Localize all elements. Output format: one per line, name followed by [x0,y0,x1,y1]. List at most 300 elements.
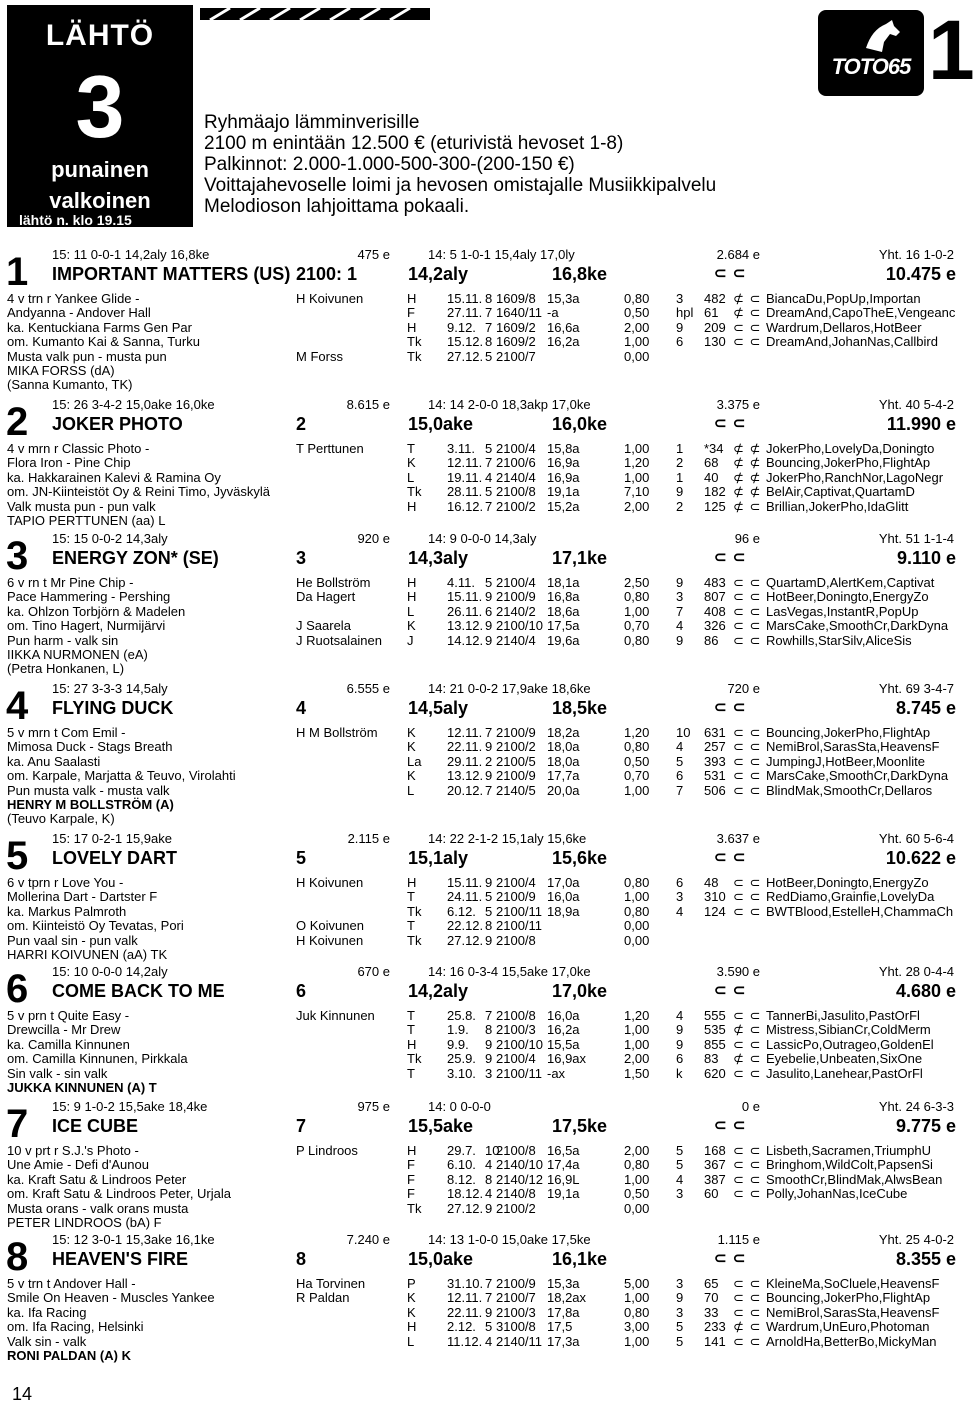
start-cell: 12.11. [447,1290,483,1306]
start-cell: 16,5a [547,1143,580,1158]
info-line: om. Karpale, Marjatta & Teuvo, Virolahti [7,768,236,784]
start-cell: ⊄ ⊂ [733,1051,762,1067]
record-auto: 15,5ake [408,1116,474,1136]
total-earnings: 10.622 e [885,848,956,868]
start-cell: H [407,498,417,514]
start-cell: ⊂ ⊂ [733,1143,762,1158]
start-cell: 16.12. [447,498,484,514]
start-cell: ⊄ ⊄ [733,469,762,485]
start-cell: ⊂ ⊂ [733,1333,762,1349]
info-line: ka. Anu Saalasti [7,753,101,769]
info-line: Pace Hammering - Pershing [7,589,171,605]
info-line: Andyanna - Andover Hall [7,305,151,321]
start-cell: 16,2a [547,334,580,350]
start-cell: 7 [485,498,493,514]
horse-number: 3 [6,534,29,578]
start-cell: 4 [485,1157,493,1173]
start-cell: Rowhills,StarSilv,AliceSis [766,632,912,648]
start-cell: 5 [485,575,493,590]
start-cell: 2140/2 [496,603,536,619]
start-cell: 1,20 [624,725,650,740]
start-cell: Wardrum,Dellaros,HotBeer [766,319,922,335]
start-cell: 7 [485,1008,493,1023]
info-line: Pun vaal sin - pun valk [7,932,138,948]
start-cell: ⊂ ⊂ [733,575,762,590]
start-cell: 5 [485,484,493,500]
start-cell: 555 [704,1008,726,1023]
start-cell: 0,00 [624,348,650,364]
start-cell: Tk [407,484,422,500]
start-cell: ⊂ ⊂ [733,782,762,798]
start-cell: 9 [485,739,493,755]
start-cell: 5 [485,903,493,919]
start-cell: K [407,725,416,740]
post-position: 6 [296,981,307,1001]
info-line: Mimosa Duck - Stags Breath [7,739,173,755]
career-total: Yht. 28 0-4-4 [878,964,954,979]
start-cell: 24.11. [447,889,483,905]
start-cell: 326 [704,618,726,634]
info-line: om. Ifa Racing, Helsinki [7,1319,144,1335]
start-cell: T [407,1022,415,1038]
start-row [0,321,960,335]
start-cell: BelAir,Captivat,QuartamD [766,484,915,500]
info-line: 6 v tprn r Love You - [7,875,124,890]
start-row [0,306,960,320]
start-cell: 16,9a [547,469,580,485]
start-cell: 9 [485,589,493,605]
start-cell: 10 [676,725,691,740]
info-line: TAPIO PERTTUNEN (aa) L [7,513,166,529]
start-cell: 19.11. [447,469,483,485]
horse-number: 4 [6,684,29,728]
start-cell: ⊂ ⊂ [733,632,762,648]
info-line: Musta orans - valk orans musta [7,1200,189,1216]
start-cell: 0,70 [624,618,650,634]
start-cell: 257 [704,739,726,755]
horse-entry [0,247,960,393]
start-cell: 6 [676,1051,684,1067]
start-cell: 17,8a [547,1304,580,1320]
earnings-2014: 3.637 e [716,831,760,846]
start-row [0,500,960,514]
start-cell: ⊂ ⊂ [733,603,762,619]
start-cell: 16,9ax [547,1051,587,1067]
start-cell: 3 [676,589,684,605]
earnings-2015: 670 e [357,964,390,979]
start-cell: 2140/12 [496,1171,543,1187]
start-cell: 124 [704,903,726,919]
horse-name: COME BACK TO ME [52,981,225,1001]
start-cell: 393 [704,753,726,769]
start-cell: 1,00 [624,603,650,619]
start-cell: 1,00 [624,441,650,456]
start-cell: 2140/10 [496,1157,543,1173]
stats-2014: 14: 13 1-0-0 15,0ake 17,5ke [428,1232,591,1247]
start-row [0,726,960,740]
start-cell: 5,00 [624,1276,650,1291]
info-line: (Teuvo Karpale, K) [7,811,115,827]
start-cell: 12.11. [447,455,483,471]
start-cell: 13.12. [447,768,484,784]
start-cell: 17,4a [547,1157,580,1173]
start-row [0,619,960,633]
start-cell: 2100/4 [496,1051,536,1067]
start-row [0,769,960,783]
start-cell: 9 [676,575,684,590]
start-cell: 1,00 [624,1022,650,1038]
info-line: PETER LINDROOS (bA) F [7,1215,162,1231]
start-cell: 4 [676,618,684,634]
start-cell: 2100/3 [496,1022,536,1038]
start-cell: 4 [485,1333,493,1349]
start-cell: La [407,753,422,769]
start-cell: 61 [704,305,719,321]
start-row [0,919,960,933]
start-cell: ⊂ ⊂ [733,1186,762,1202]
start-cell: K [407,618,416,634]
start-cell: 3.11. [447,441,475,456]
stats-2014: 14: 0 0-0-0 [428,1099,491,1114]
info-line: 6 v rn t Mr Pine Chip - [7,575,134,590]
start-cell: Tk [407,1200,422,1216]
start-cell: 2100/10 [496,1036,543,1052]
start-cell: 11.12. [447,1333,483,1349]
start-cell: K [407,1290,416,1306]
total-earnings: 11.990 e [886,414,956,434]
start-cell: -a [547,305,559,321]
start-cell: 18,0a [547,739,580,755]
start-cell: Lisbeth,Sacramen,TriumphU [766,1143,931,1158]
start-cell: P [407,1276,416,1291]
start-cell: 15.11. [447,291,483,306]
info-line: Drewcilla - Mr Drew [7,1022,121,1038]
earnings-2015: 6.555 e [346,681,390,696]
info-line: Valk musta pun - pun valk [7,498,156,514]
horse-entry [0,965,960,1095]
total-earnings: 9.775 e [895,1116,956,1136]
start-cell: 5 [485,348,493,364]
start-cell: 3 [676,1276,684,1291]
start-row [0,1277,960,1291]
shoe-status: ⊂ ⊂ [714,849,747,866]
start-cell: 15,3a [547,291,580,306]
start-cell: 2 [676,498,684,514]
earnings-2014: 3.590 e [716,964,760,979]
earnings-2014: 720 e [727,681,760,696]
start-row [0,1173,960,1187]
start-driver: J Ruotsalainen [296,632,382,648]
start-cell: 48 [704,875,719,890]
start-cell: 2100/4 [496,575,536,590]
start-cell: 631 [704,725,726,740]
start-cell: ⊂ ⊂ [733,334,762,350]
start-cell: 3 [676,889,684,905]
start-cell: ⊄ ⊂ [733,1319,762,1335]
start-cell: T [407,1008,415,1023]
start-cell: 12.11. [447,725,483,740]
start-driver: J Saarela [296,618,351,634]
start-cell: 9 [676,484,684,500]
start-cell: 15,2a [547,498,580,514]
start-cell: 1,50 [624,1065,650,1081]
start-cell: 0,80 [624,739,650,755]
stats-2015: 15: 9 1-0-2 15,5ake 18,4ke [52,1099,208,1114]
horse-entry [0,531,960,677]
start-cell: hpl [676,305,694,321]
record-volt: 16,1ke [552,1249,608,1269]
start-cell: 8 [485,918,493,934]
start-cell: 7 [485,305,493,321]
start-cell: 16,0a [547,889,580,905]
start-row [0,590,960,604]
stats-2015: 15: 11 0-0-1 14,2aly 16,8ke [52,247,210,262]
start-cell: 367 [704,1157,726,1173]
driver-name: RONI PALDAN (A) K [7,1348,131,1364]
start-cell: 4 [676,903,684,919]
start-cell: 25.9. [447,1051,476,1067]
start-cell: 2,00 [624,319,650,335]
start-cell: 0,00 [624,1200,650,1216]
start-cell: HotBeer,Doningto,EnergyZo [766,875,929,890]
start-cell: k [676,1065,683,1081]
total-earnings: 9.110 e [896,548,956,568]
start-cell: 20,0a [547,782,580,798]
record-auto: 14,2aly [408,264,469,284]
start-cell: Jasulito,Lanehear,PastOrFl [766,1065,923,1081]
start-cell: Wardrum,UnEuro,Photoman [766,1319,930,1335]
shoe-status: ⊂ ⊂ [714,1250,747,1267]
start-cell: 1609/2 [496,319,536,335]
start-row [0,890,960,904]
start-cell: 4 [485,469,493,485]
start-cell: 9 [676,1036,684,1052]
start-cell: ⊂ ⊂ [733,768,762,784]
shoe-status: ⊂ ⊂ [714,699,747,716]
start-cell: BWTBlood,EstelleH,ChammaCh [766,903,954,919]
horse-number: 1 [6,250,29,294]
horse-name: IMPORTANT MATTERS (US) [52,264,291,284]
start-row [0,456,960,470]
start-cell: BlindMak,SmoothCr,Dellaros [766,782,933,798]
start-cell: 17,7a [547,768,580,784]
start-cell: H [407,589,417,605]
start-cell: 4 [676,739,684,755]
start-cell: 9 [485,875,493,890]
start-cell: 7 [485,1276,493,1291]
start-cell: 9 [485,932,493,948]
record-volt: 16,0ke [552,414,608,434]
start-cell: ⊂ ⊂ [733,903,762,919]
start-cell: 5 [676,1157,684,1173]
start-cell: 0,70 [624,768,650,784]
info-line: 4 v trn r Yankee Glide - [7,291,140,306]
start-cell: K [407,1304,416,1320]
start-cell: 6.12. [447,903,476,919]
start-cell: 16,2a [547,1022,580,1038]
start-cell: H [407,291,417,306]
start-cell: 168 [704,1143,726,1158]
start-cell: 9 [676,632,684,648]
start-cell: 5 [676,1319,684,1335]
color-1: punainen [51,157,149,182]
career-total: Yht. 51 1-1-4 [878,531,954,546]
start-cell: ⊂ ⊂ [733,589,762,605]
start-cell: ⊂ ⊂ [733,1008,762,1023]
start-cell: 0,50 [624,1186,650,1202]
info-line: 5 v trn t Andover Hall - [7,1276,136,1291]
start-cell: 1,00 [624,1333,650,1349]
start-cell: JokerPho,LovelyDa,Doningto [766,441,935,456]
earnings-2015: 2.115 e [347,831,390,846]
start-cell: 2100/11 [496,1065,543,1081]
earnings-2014: 1.115 e [717,1232,760,1247]
start-cell: 19,6a [547,632,580,648]
start-cell: J [407,632,414,648]
driver-name: HENRY M BOLLSTRÖM (A) [7,797,174,813]
horse-number: 2 [6,400,29,444]
start-cell: 1,20 [624,1008,650,1023]
stats-2015: 15: 26 3-4-2 15,0ake 16,0ke [52,397,215,412]
start-cell: 7 [485,455,493,471]
start-cell: 18,6a [547,603,580,619]
color-2: valkoinen [49,188,151,213]
info-line: Mollerina Dart - Dartster F [7,889,158,905]
start-row [0,605,960,619]
start-row [0,784,960,798]
info-line: IIKKA NURMONEN (eA) [7,647,148,663]
start-cell: 8 [485,291,493,306]
horse-name: ICE CUBE [52,1116,139,1136]
start-cell: ⊄ ⊂ [733,291,762,306]
start-cell: 7 [485,782,493,798]
start-row [0,934,960,948]
start-cell: 27.12. [447,932,484,948]
start-cell: SmoothCr,BlindMak,AlwsBean [766,1171,943,1187]
start-cell: 9.9. [447,1036,469,1052]
start-cell: 1,00 [624,1036,650,1052]
start-cell: 10 [485,1143,500,1158]
start-row [0,634,960,648]
info-line: ka. Markus Palmroth [7,903,127,919]
start-cell: JumpingJ,HotBeer,Moonlite [766,753,925,769]
race-info-line: 2100 m enintään 12.500 € (eturivistä hevoset 1-8) [204,133,624,154]
info-line: 4 v mrn r Classic Photo - [7,441,150,456]
start-row [0,335,960,349]
start-cell: TannerBi,Jasulito,PastOrFl [766,1008,920,1023]
horse-name: FLYING DUCK [52,698,174,718]
start-driver: Juk Kinnunen [296,1008,375,1023]
total-earnings: 4.680 e [895,981,956,1001]
start-cell: 0,00 [624,918,650,934]
start-cell: 141 [704,1333,726,1349]
start-cell: 2100/9 [496,889,536,905]
start-cell: 9 [485,768,493,784]
start-cell: Mistress,SibianCr,ColdMerm [766,1022,931,1038]
start-cell: 7 [676,782,684,798]
start-driver: R Paldan [296,1290,350,1306]
start-cell: F [407,1186,415,1202]
race-info-line: Ryhmäajo lämminverisille [204,112,420,133]
start-cell: 1,00 [624,889,650,905]
start-cell: 15.11. [447,875,483,890]
start-cell: 5 [676,753,684,769]
start-cell: 2,00 [624,1143,650,1158]
shoe-status: ⊂ ⊂ [714,549,747,566]
start-cell: 9.12. [447,319,476,335]
start-cell: L [407,603,415,619]
start-cell: 5 [485,1319,493,1335]
start-cell: ⊂ ⊂ [733,1304,762,1320]
start-cell: DreamAnd,CapoTheE,Vengeanc [766,305,956,321]
start-cell: 1 [676,469,684,485]
stats-2014: 14: 22 2-1-2 15,1aly 15,6ke [428,831,587,846]
start-cell: 2100/9 [496,768,536,784]
start-row [0,1009,960,1023]
start-cell: 2100/8 [496,484,536,500]
start-cell: 1,00 [624,782,650,798]
start-cell: NemiBrol,SarasSta,HeavensF [766,1304,940,1320]
start-cell: Tk [407,903,422,919]
info-line: Flora Iron - Pine Chip [7,455,131,471]
start-cell: 531 [704,768,726,784]
total-earnings: 10.475 e [885,264,956,284]
start-cell: T [407,918,415,934]
start-cell: 29.11. [447,753,483,769]
start-row [0,292,960,306]
start-cell: 5 [485,441,493,456]
start-row [0,1306,960,1320]
start-cell: 22.11. [447,1304,483,1320]
start-cell: 15,8a [547,441,580,456]
start-cell: 9 [485,1200,493,1216]
info-line: om. Camilla Kinnunen, Pirkkala [7,1051,188,1067]
start-cell: 31.10. [447,1276,484,1291]
earnings-2015: 975 e [357,1099,390,1114]
start-cell: ⊂ ⊂ [733,889,762,905]
start-cell: 6 [485,603,493,619]
start-cell: 2100/2 [496,739,536,755]
start-cell: Tk [407,1051,422,1067]
start-driver: O Koivunen [296,918,364,934]
start-cell: 0,00 [624,932,650,948]
start-driver: H Koivunen [296,291,364,306]
start-cell: 4 [676,1171,684,1187]
stats-2015: 15: 12 3-0-1 15,3ake 16,1ke [52,1232,215,1247]
race-number: 3 [75,57,125,156]
start-cell: 2100/9 [496,1276,536,1291]
start-cell: 0,80 [624,875,650,890]
start-cell: 17,0a [547,875,580,890]
start-cell: 2,00 [624,1051,650,1067]
race-header-box [7,5,193,227]
start-cell: ⊄ ⊄ [733,484,762,500]
start-cell: 0,80 [624,632,650,648]
start-cell: 3 [676,1304,684,1320]
start-cell: 9 [676,1022,684,1038]
start-cell: ⊄ ⊄ [733,455,762,471]
start-cell: MarsCake,SmoothCr,DarkDyna [766,618,949,634]
start-cell: BiancaDu,PopUp,Importan [766,291,921,306]
horse-entry [0,1233,960,1363]
start-driver: He Bollström [296,575,371,590]
horse-entry [0,1100,960,1230]
start-cell: 3.10. [447,1065,476,1081]
start-cell: 5 [676,1143,684,1158]
info-line: Une Amie - Defi d'Aunou [7,1157,149,1173]
start-row [0,905,960,919]
start-cell: 2100/2 [496,498,536,514]
